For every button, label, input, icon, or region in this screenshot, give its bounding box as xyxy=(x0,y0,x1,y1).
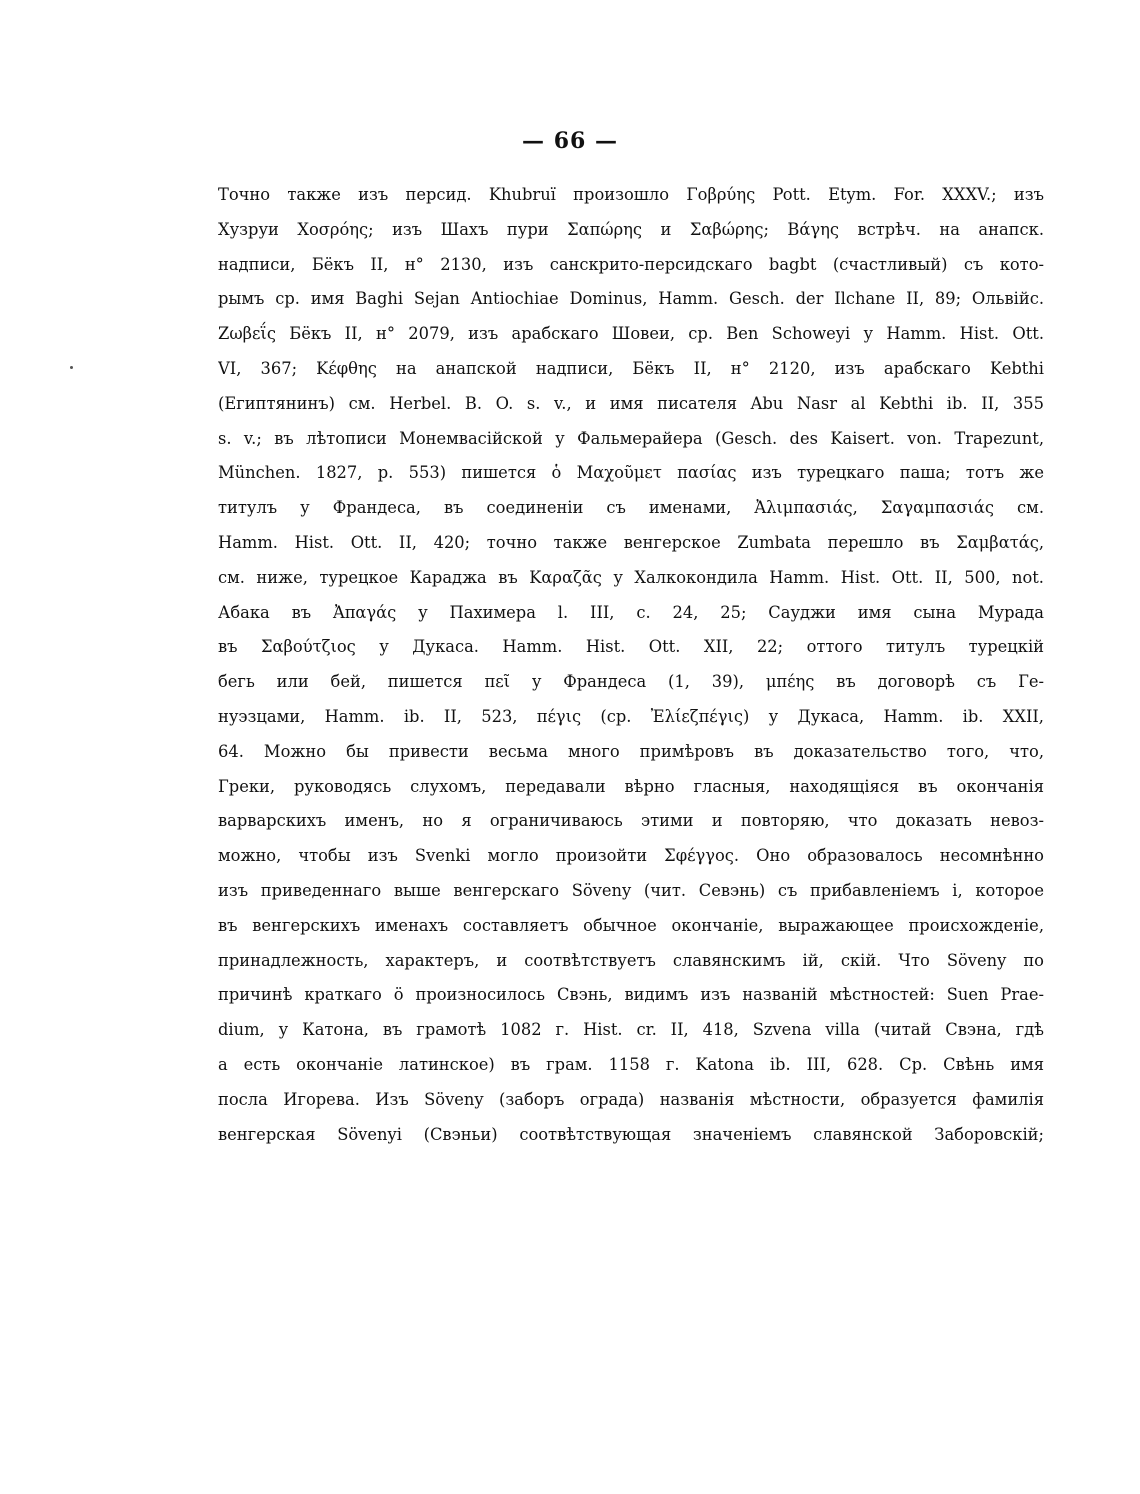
text-line: изъ приведеннаго выше венгерскаго Söveny (чит. Севэнь) съ прибавленіемъ i, которое xyxy=(218,880,1044,900)
text-line: посла Игорева. Изъ Söveny (заборъ ограда) названія мѣстности, образуется фамилія xyxy=(218,1089,1044,1109)
text-line: нуэзцами, Hamm. ib. II, 523, πέγις (ср. Ἐλίεζπέγις) у Дукаса, Hamm. ib. XXII, xyxy=(218,706,1044,726)
text-line: венгерская Sövenyi (Свэньи) соотвѣтствующая значеніемъ славянской Заборовскій; xyxy=(218,1124,1044,1144)
margin-speck xyxy=(70,366,73,369)
text-line: Точно также изъ персид. Khubruï произошло Γοβρύης Pott. Etym. For. XXXV.; изъ xyxy=(218,185,1044,204)
page-number: — 66 — xyxy=(522,128,618,154)
text-line: Хузруи Χοσρόης; изъ Шахъ пури Σαπώρης и Σαβώρης; Βάγης встрѣч. на анапск. xyxy=(218,219,1044,239)
text-line: Греки, руководясь слухомъ, передавали вѣрно гласныя, находящіяся въ окончанія xyxy=(218,776,1044,796)
text-line: причинѣ краткаго ö произносилось Свэнь, видимъ изъ названій мѣстностей: Suen Prae- xyxy=(218,985,1044,1005)
text-line: принадлежность, характеръ, и соотвѣтствуетъ славянскимъ ій, скій. Что Söveny по xyxy=(218,950,1044,970)
text-line: s. v.; въ лѣтописи Монемвасійской у Фальмерайера (Gesch. des Kaisert. von. Trapezunt, xyxy=(218,428,1044,448)
text-line: бегь или бей, пишется πεῖ у Франдеса (1, 39), μπέης въ договорѣ съ Ге- xyxy=(218,672,1044,692)
text-line: см. ниже, турецкое Караджа въ Καραζᾶς у Халкокондила Hamm. Hist. Ott. II, 500, not. xyxy=(218,567,1044,587)
text-line: 64. Можно бы привести весьма много примѣровъ въ доказательство того, что, xyxy=(218,741,1044,761)
text-line: a есть окончаніе латинское) въ грам. 1158 г. Katona ib. III, 628. Ср. Свѣнь имя xyxy=(218,1054,1044,1074)
text-line: (Египтянинъ) см. Herbel. B. O. s. v., и имя писателя Abu Nasr al Kebthi ib. II, 355 xyxy=(218,393,1044,413)
text-line: dium, у Катона, въ грамотѣ 1082 г. Hist. cr. II, 418, Szvena villa (читай Свэна, гдѣ xyxy=(218,1020,1044,1040)
text-line: титулъ у Франдеса, въ соединеніи съ именами, Ἀλιμπασιάς, Σαγαμπασιάς см. xyxy=(218,498,1044,518)
text-line: Ζωβεΐς Бёкъ II, н° 2079, изъ арабскаго Шовеи, ср. Ben Schoweyi у Hamm. Hist. Ott. xyxy=(218,324,1044,344)
text-line: въ Σαβούτζιος у Дукаса. Hamm. Hist. Ott. XII, 22; оттого титулъ турецкій xyxy=(218,637,1044,657)
text-line: варварскихъ именъ, но я ограничиваюсь этими и повторяю, что доказать невоз- xyxy=(218,811,1044,831)
text-line: рымъ ср. имя Baghi Sejan Antiochiae Dominus, Hamm. Gesch. der Ilchane II, 89; Ольвійс. xyxy=(218,289,1044,309)
text-line: можно, чтобы изъ Svenki могло произойти Σφέγγος. Оно образовалось несомнѣнно xyxy=(218,846,1044,866)
text-line: Hamm. Hist. Ott. II, 420; точно также венгерское Zumbata перешло въ Σαμβατάς, xyxy=(218,532,1044,552)
text-line: въ венгерскихъ именахъ составляетъ обычное окончаніе, выражающее происхожденіе, xyxy=(218,915,1044,935)
text-line: надписи, Бёкъ II, н° 2130, изъ санскрито-персидскаго bagbt (счастливый) съ кото- xyxy=(218,254,1044,274)
text-line: Абака въ Ἀπαγάς у Пахимера l. III, c. 24, 25; Сауджи имя сына Мурада xyxy=(218,602,1044,622)
text-line: München. 1827, p. 553) пишется ὁ Μαχοῦμετ πασίας изъ турецкаго паша; тотъ же xyxy=(218,463,1044,483)
text-line: VI, 367; Κέφθης на анапской надписи, Бёкъ II, н° 2120, изъ арабскаго Kebthi xyxy=(218,358,1044,378)
body-text xyxy=(218,178,1044,1152)
